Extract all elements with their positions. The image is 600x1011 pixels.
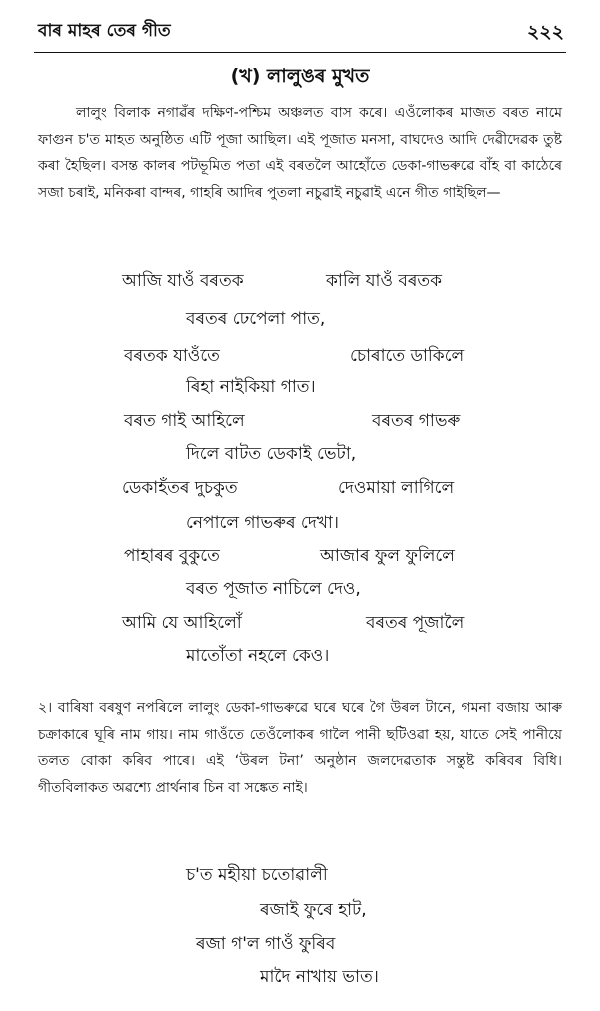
intro-paragraph: লালুং বিলাক নগাৱঁৰ দক্ষিণ-পশ্চিম অঞ্চলত বাস কৰে। এওঁলোকৰ মাজত বৰত নামে ফাগুন চ'ত মাহত অনুষ্ঠিত এটি পূজা আছিল। এই পূজাত মনসা, বাঘদেও আদি দেৱীদেৱক তুষ্ট কৰা হৈছিল। বসন্ত কালৰ পটভূমিত পতা এই বৰতলৈ আহোঁতে ডেকা-গাভৰুৱে বাঁহ বা কাঠেৰে সজা চৰাই, মনিকৰা বান্দৰ, গাহৰি আদিৰ পুতলা নচুৱাই নচুৱাই এনে গীত গাইছিল— — [38, 105, 562, 201]
verse-line: দেওমায়া লাগিলে — [338, 478, 455, 498]
verse-line: দিলে বাটত ডেকাই ভেটা, — [186, 444, 357, 464]
verse-line: মাদৈ নাখায় ভাত। — [260, 967, 379, 987]
running-head: বাৰ মাহৰ তেৰ গীত — [38, 21, 171, 41]
verse-line: বৰতৰ ঢেপেলা পাত, — [186, 309, 326, 329]
verse-line: ৰজাই ফুৰে হাট, — [260, 900, 367, 920]
verse-line: নেপালে গাভৰুৰ দেখা। — [186, 513, 339, 533]
header-rule — [34, 52, 566, 53]
ritual-paragraph: ২। বাৰিষা বৰষুণ নপৰিলে লালুং ডেকা-গাভৰুৱে ঘৰে ঘৰে গৈ উৰল টানে, গমনা বজায় আৰু চক্ৰাকাৰে ঘূৰি নাম গায়। নাম গাওঁতে তেওঁলোকৰ গালৈ পানী ছটিওৱা হয়, যাতে সেই পানীয়ে তলত বোকা কৰিব পাৰে। এই ‘উৰল টনা’ অনুষ্ঠান জলদেৱতাক সন্তুষ্ট কৰিবৰ বিধি। গীতবিলাকত অৱশ্যে প্ৰাৰ্থনাৰ চিন বা সঙ্কেত নাই। — [38, 700, 562, 796]
verse-line: আজি যাওঁ বৰতক — [122, 271, 244, 291]
verse-line: বৰতক যাওঁতে — [124, 346, 220, 366]
verse-line: বৰতৰ পূজালৈ — [366, 613, 465, 633]
verse-line: ৰজা গ'ল গাওঁ ফুৰিব — [196, 934, 336, 954]
verse-line: আজাৰ ফুল ফুলিলে — [320, 546, 455, 566]
verse-line: চোৰাতে ডাকিলে — [350, 346, 465, 366]
verse-line: বৰত গাই আহিলে — [124, 411, 245, 431]
verse-line: আমি যে আহিলোঁ — [122, 613, 242, 633]
verse-line: ডেকাহঁতৰ দুচকুত — [122, 478, 238, 498]
verse-line: পাহাৰৰ বুকুতে — [124, 546, 220, 566]
verse-line: কালি যাওঁ বৰতক — [326, 271, 443, 291]
verse-line: ৰিহা নাইকিয়া গাত। — [186, 377, 316, 397]
verse-line: মাতোঁতা নহলে কেও। — [186, 646, 330, 666]
verse-line: বৰতৰ গাভৰু — [372, 411, 461, 431]
section-title: (খ) লালুঙৰ মুখত — [230, 65, 370, 87]
verse-line: বৰত পূজাত নাচিলে দেও, — [186, 579, 361, 599]
verse-line: চ'ত মহীয়া চতোৱালী — [186, 865, 328, 885]
page-number: ২২২ — [526, 21, 564, 43]
